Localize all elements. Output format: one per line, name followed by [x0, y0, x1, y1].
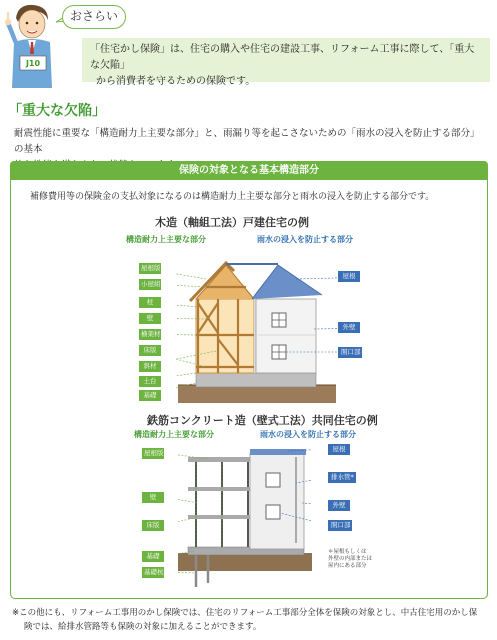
wood-house-illustration [176, 255, 338, 405]
wood-tag-roof: 屋根 [338, 271, 360, 282]
speech-bubble: おさらい [62, 5, 126, 29]
coverage-box-title: 保険の対象となる基本構造部分 [10, 161, 488, 180]
coverage-box-description: 補修費用等の保険金の支払対象になるのは構造耐力上主要な部分と雨水の浸入を防止する部分です。 [30, 192, 435, 202]
wood-tag-opening: 開口部 [338, 347, 362, 358]
rc-tag-foundation-pile: 基礎杭 [144, 568, 164, 576]
rc-rainwater-label: 雨水の浸入を防止する部分 [260, 430, 356, 439]
footnote-line-1: ※この他にも、リフォーム工事用のかし保険では、住宅のリフォーム工事部分全体を保険の対象とし、中古住宅用のかし保 [12, 608, 478, 618]
intro-line-1: 「住宅かし保険」は、住宅の購入や住宅の建設工事、リフォーム工事に際して、「重大な欠陥」 [90, 44, 475, 71]
rc-tag-foundation: 基礎 [142, 551, 164, 562]
wood-tag-exterior-wall: 外壁 [338, 322, 360, 333]
header [0, 0, 497, 92]
rc-drain-note [328, 549, 372, 570]
footnote-line-2: 険では、給排水管路等も保険の対象に加えることができます。 [24, 622, 262, 632]
rc-note-line-2: 外壁の内部または [328, 556, 373, 562]
footnote [12, 606, 492, 634]
wood-tag-wall: 壁 [139, 313, 161, 324]
wood-diagram-title: 木造（軸組工法）戸建住宅の例 [155, 216, 309, 229]
wood-tag-beam: 横架材 [141, 330, 161, 338]
wood-tag-column: 柱 [139, 297, 161, 308]
body-line-1: 耐震性能に重要な「構造耐力上主要な部分」と、雨漏り等を起こさないための「雨水の浸入を防止する部分」の基本 [14, 128, 480, 155]
rc-tag-floor-slab: 床版 [142, 520, 164, 531]
rc-tag-roof-slab: 屋根版 [144, 449, 164, 457]
wood-tag-roof-truss: 小屋組 [141, 280, 161, 288]
wood-tag-sill: 土台 [139, 376, 161, 387]
wood-tag-brace: 斜材 [139, 361, 161, 372]
rc-tag-opening: 開口部 [328, 520, 352, 531]
wood-structural-label: 構造耐力上主要な部分 [126, 235, 206, 244]
rc-tag-drain-pipe: 排水管* [328, 472, 356, 483]
rc-tag-wall: 壁 [142, 492, 164, 503]
mascot-illustration [2, 2, 64, 90]
rc-diagram-title: 鉄筋コンクリート造（壁式工法）共同住宅の例 [147, 414, 378, 427]
intro-line-2: から消費者を守るための保険です。 [96, 76, 256, 87]
wood-tag-foundation: 基礎 [139, 390, 161, 401]
rc-structural-label: 構造耐力上主要な部分 [134, 430, 214, 439]
rc-tag-roof: 屋根 [328, 444, 350, 455]
rc-tag-exterior-wall: 外壁 [328, 500, 350, 511]
section-heading: 「重大な欠陥」 [8, 103, 106, 119]
rc-note-line-1: ＊屋根もしくは [328, 549, 367, 555]
rc-note-line-3: 屋内にある部分 [328, 563, 367, 569]
rc-building-illustration [178, 443, 312, 589]
wood-rainwater-label: 雨水の浸入を防止する部分 [257, 235, 353, 244]
badge-text: J10 [25, 59, 41, 68]
wood-tag-roof-slab: 屋根版 [141, 264, 161, 272]
intro-box [82, 38, 490, 87]
wood-tag-floor-slab: 床版 [139, 345, 161, 356]
